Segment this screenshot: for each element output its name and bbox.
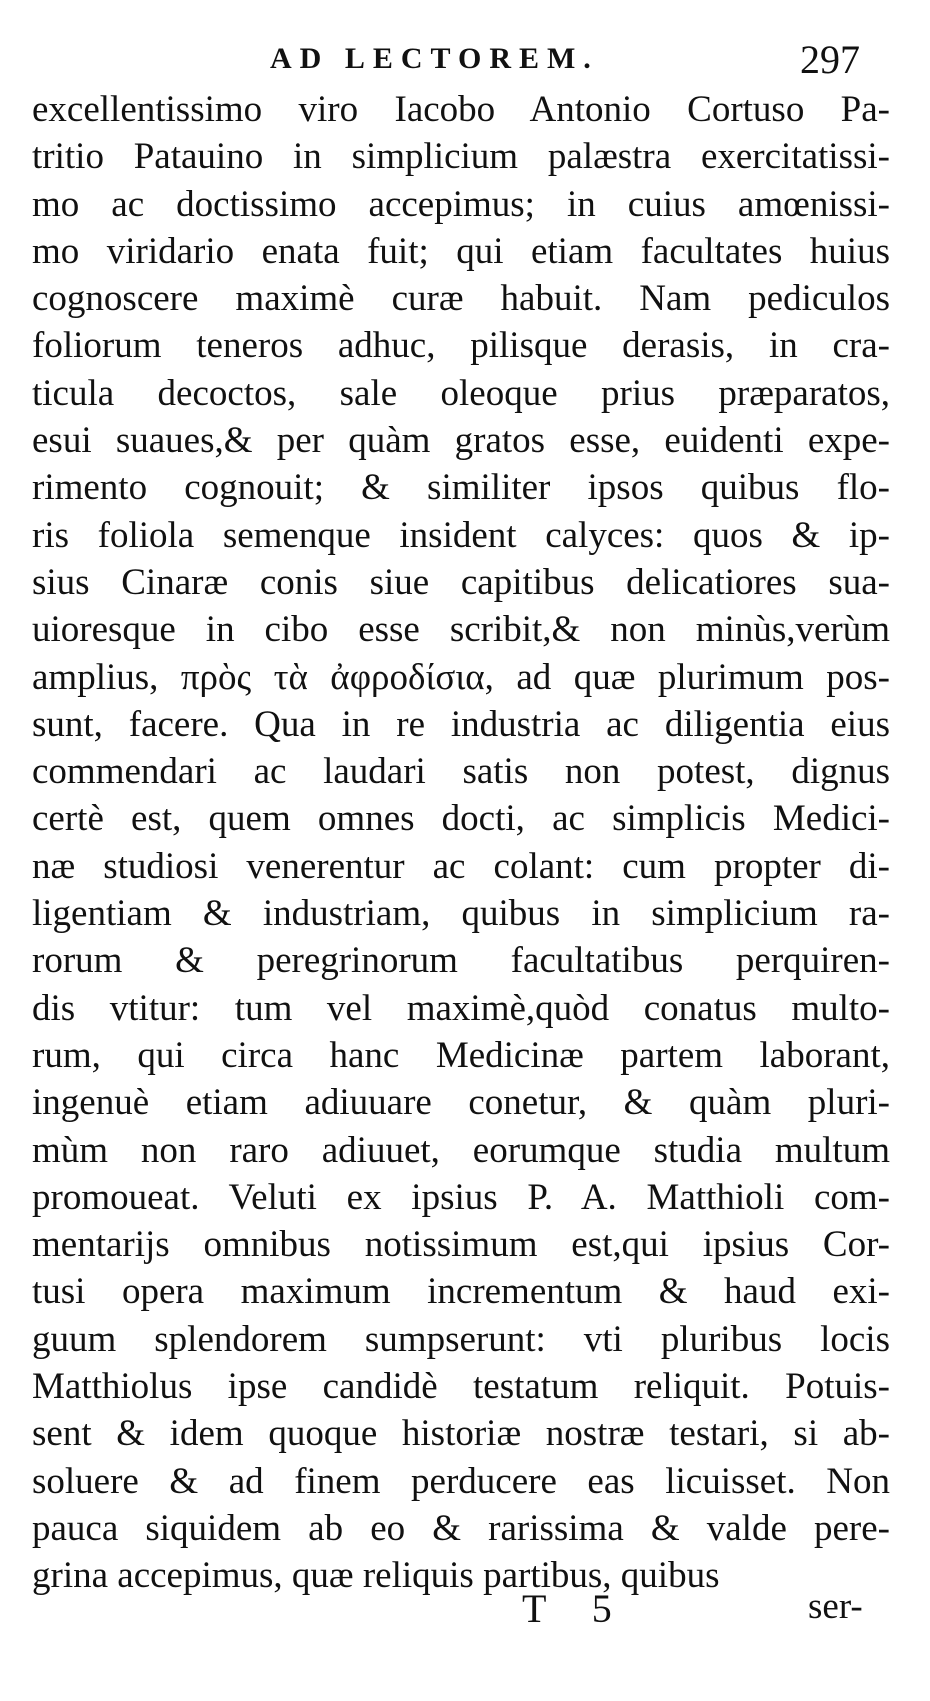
text-line: ticula decoctos, sale oleoque prius præparatos, [32, 372, 890, 414]
text-line: cognoscere maximè curæ habuit. Nam pediculos [32, 278, 890, 320]
text-line: mùm non raro adiuuet, eorumque studia multum [32, 1129, 890, 1171]
text-line: esui suaues,& per quàm gratos esse, euidenti expe- [32, 420, 890, 462]
text-line: næ studiosi venerentur ac colant: cum propter di- [32, 845, 890, 887]
text-line: ligentiam & industriam, quibus in simplicium ra- [32, 893, 890, 935]
text-line: tritio Patauino in simplicium palæstra exercitatissi- [32, 136, 890, 178]
text-line: certè est, quem omnes docti, ac simplicis Medici- [32, 798, 890, 840]
text-line: rorum & peregrinorum facultatibus perquiren- [32, 940, 890, 982]
text-line: sent & idem quoque historiæ nostræ testari, si ab- [32, 1413, 890, 1455]
signature-mark: T 5 [522, 1586, 630, 1631]
page-number: 297 [800, 37, 860, 82]
text-line: mentarijs omnibus notissimum est,qui ipsius Cor- [32, 1224, 890, 1266]
text-line: sunt, facere. Qua in re industria ac diligentia eius [32, 703, 890, 745]
text-line: rum, qui circa hanc Medicinæ partem laborant, [32, 1034, 890, 1076]
text-line: mo ac doctissimo accepimus; in cuius amœnissi- [32, 183, 890, 225]
text-line: dis vtitur: tum vel maximè,quòd conatus multo- [32, 987, 890, 1029]
text-line: guum splendorem sumpserunt: vti pluribus locis [32, 1318, 890, 1360]
running-head: AD LECTOREM. [270, 42, 599, 75]
text-line: tusi opera maximum incrementum & haud exi- [32, 1271, 890, 1313]
text-line: promoueat. Veluti ex ipsius P. A. Matthioli com- [32, 1176, 890, 1218]
text-line: commendari ac laudari satis non potest, dignus [32, 751, 890, 793]
text-line: Matthiolus ipse candidè testatum reliquit. Potuis- [32, 1366, 890, 1408]
text-line: uioresque in cibo esse scribit,& non minùs,verùm [32, 609, 890, 651]
text-line: grina accepimus, quæ reliquis partibus, quibus [32, 1555, 720, 1597]
body-text [32, 86, 890, 1600]
text-line: ris foliola semenque insident calyces: quos & ip- [32, 514, 890, 556]
catchword: ser- [808, 1586, 863, 1627]
text-line: rimento cognouit; & similiter ipsos quibus flo- [32, 467, 890, 509]
text-line: foliorum teneros adhuc, pilisque derasis, in cra- [32, 325, 890, 367]
text-line: sius Cinaræ conis siue capitibus delicatiores sua- [32, 561, 890, 603]
text-line: amplius, πρὸς τὰ ἀφροδίσια, ad quæ plurimum pos- [32, 656, 890, 698]
text-line: excellentissimo viro Iacobo Antonio Cortuso Pa- [32, 89, 890, 130]
text-line: mo viridario enata fuit; qui etiam facultates huius [32, 230, 890, 272]
text-line: soluere & ad finem perducere eas licuisset. Non [32, 1460, 890, 1502]
text-line: pauca siquidem ab eo & rarissima & valde pere- [32, 1507, 890, 1549]
text-line: ingenuè etiam adiuuare conetur, & quàm pluri- [32, 1082, 890, 1124]
